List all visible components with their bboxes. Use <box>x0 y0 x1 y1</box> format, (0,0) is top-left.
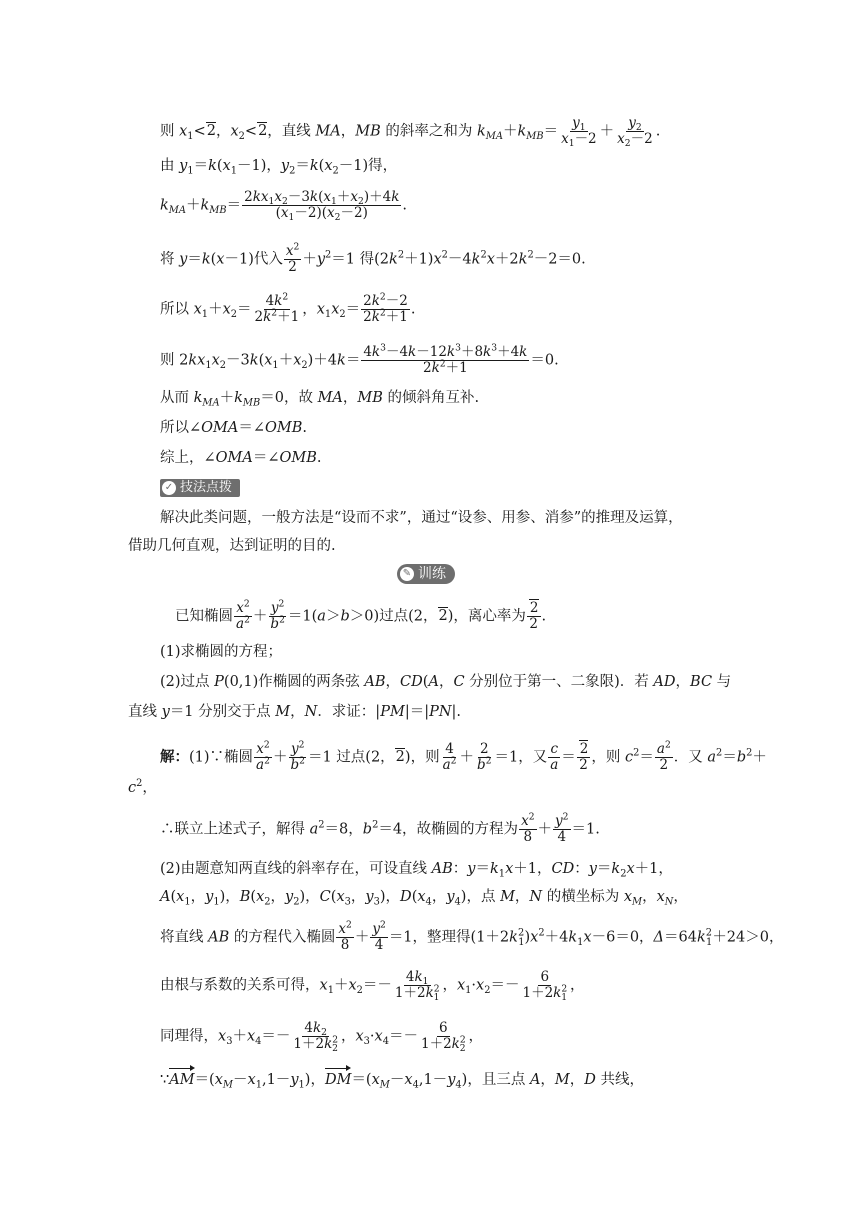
text-line: 将 y＝k(x－1)代入 $\frac{x^2}{2}$ $+y^2=1$ 得$(2k^2+1)x^2-4k^2x+2k^2-2=0$. <box>160 241 586 275</box>
text-line: 所以∠OMA＝∠OMB. <box>160 420 308 436</box>
text-line: 所以 $x_1+x_2=$ $\frac{4k^2}{2k^2+1}$ ，$x_1x_2=$ $\frac{2k^2-2}{2k^2+1}$ . <box>160 291 416 325</box>
problem-stem: 已知椭圆 $\frac{x^2}{a^2}$ ＋ $\frac{y^2}{b^2}$ ＝1(a＞b＞0)过点(2，2)，离心率为 $\frac{2}{2}$ . <box>175 598 547 632</box>
solution-line: $c^2$， <box>128 778 157 796</box>
text-line: 则 $x_1<2$，$x_2<2$，直线 MA，MB 的斜率之和为 $k_{MA}+k_{MB}=$ $\frac{y_1}{x_1-2}$ ＋ $\frac{y_2}{x_2-2}$ . <box>160 115 661 150</box>
solution-line: 同理得，$x_3+x_4=-$ $\frac{4k_2}{1+2k^2_2}$ ，$x_3\cdot x_4=-$ $\frac{6}{1+2k^2_2}$ ， <box>160 1020 484 1055</box>
text-line: $k_{MA}+k_{MB}=$ $\frac{2kx_1x_2-3k(x_1+x_2)+4k}{(x_1-2)(x_2-2)}$ . <box>160 189 407 224</box>
tip-text-line: 借助几何直观，达到证明的目的. <box>128 538 336 554</box>
pencil-icon: ✎ <box>400 567 414 581</box>
text-line: 从而 $k_{MA}+k_{MB}=0$，故 MA，MB 的倾斜角互补. <box>160 390 480 409</box>
question-2-cont: 直线 y＝1 分别交于点 M，N．求证：|PM|＝|PN|. <box>128 704 462 720</box>
solution-line: $\because AM=(x_M-x_1,1-y_1)$，$DM=(x_M-x_4,1-y_4)$，且三点 A，M，D 共线， <box>160 1072 645 1091</box>
text-line: 则 $2kx_1x_2-3k(x_1+x_2)+4k=$ $\frac{4k^3-4k-12k^3+8k^3+4k}{2k^2+1}$ ＝0. <box>160 342 559 376</box>
solution-line: 将直线 AB 的方程代入椭圆 $\frac{x^2}{8}$ ＋ $\frac{y^2}{4}$ ＝1，整理得$(1+2k^2_1)x^2+4k_1x-6=0$，$\Delta=64k^2_1+24>0$， <box>160 919 784 953</box>
check-icon: ✓ <box>162 481 176 495</box>
solution-line: 由根与系数的关系可得，$x_1+x_2=-$ $\frac{4k_1}{1+2k^2_1}$ ，$x_1\cdot x_2=-$ $\frac{6}{1+2k^2_1}$ ， <box>160 969 585 1004</box>
question-2: (2)过点 P(0,1)作椭圆的两条弦 AB，CD(A，C 分别位于第一、二象限)．若 AD，BC 与 <box>160 674 732 690</box>
training-badge-label: 训练 <box>418 566 446 582</box>
training-badge <box>397 564 455 584</box>
tip-badge <box>160 479 240 497</box>
solution-line: 解：(1)∵椭圆 $\frac{x^2}{a^2}$ ＋ $\frac{y^2}{b^2}$ ＝1 过点(2，2)，则 $\frac{4}{a^2}$ ＋ $\frac{2}{b^2}$ ＝1，又 $\frac{c}{a}$ ＝ $\frac{2}{2}$ ，则 $c^2=$ $\frac{a^2}{2}$ ．又 $a^2=b^2+$ <box>160 739 767 773</box>
text-line: 由 $y_1=k(x_1-1)$，$y_2=k(x_2-1)$得， <box>160 158 398 177</box>
solution-line: (2)由题意知两直线的斜率存在，可设直线 AB：$y=k_1x+1$，CD：$y=k_2x+1$， <box>160 861 673 880</box>
solution-line: $A(x_1$，$y_1$)，$B(x_2$，$y_2$)，$C(x_3$，$y_3$)，$D(x_4$，$y_4$)，点 M，N 的横坐标为 $x_M$，$x_N$， <box>160 889 688 908</box>
solution-line: ∴联立上述式子，解得 $a^2=8$，$b^2=4$，故椭圆的方程为 $\frac{x^2}{8}$ ＋ $\frac{y^2}{4}$ ＝1. <box>160 811 600 845</box>
tip-text-line: 解决此类问题，一般方法是“设而不求”，通过“设参、用参、消参”的推理及运算， <box>160 510 683 526</box>
text-line: 综上，∠OMA＝∠OMB. <box>160 450 322 466</box>
tip-badge-label: 技法点拨 <box>180 480 233 495</box>
question-1: (1)求椭圆的方程； <box>160 644 283 660</box>
